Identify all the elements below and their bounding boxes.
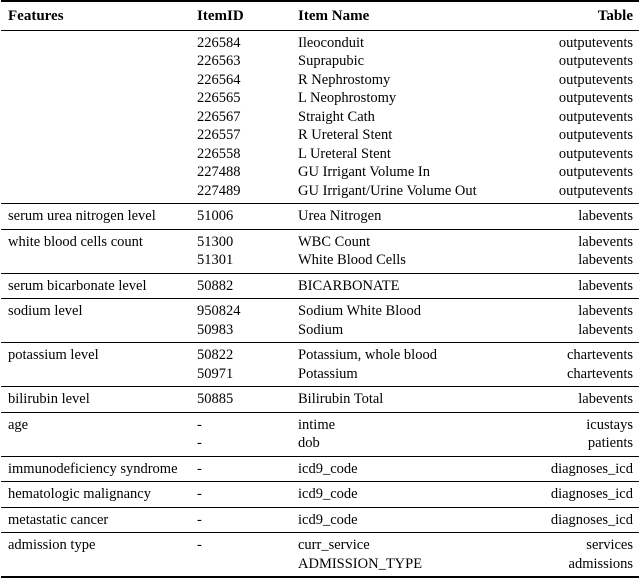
source-table-cell: labevents (578, 252, 633, 268)
feature-cell: serum urea nitrogen level (8, 208, 156, 224)
feature-cell (1, 321, 197, 343)
source-table-cell: diagnoses_icd (550, 486, 633, 502)
itemid-cell: 226557 (197, 127, 241, 143)
itemid-cell: 226558 (197, 145, 241, 162)
table-row (1, 251, 639, 273)
itemid-cell: 51006 (197, 208, 234, 224)
group-bilirubin (1, 387, 639, 413)
source-table-cell: outputevents (558, 34, 633, 51)
table-row (1, 482, 639, 508)
itemname-cell: R Ureteral Stent (298, 127, 393, 143)
source-table-cell: outputevents (558, 71, 633, 88)
table-row (1, 229, 639, 251)
table-row (1, 108, 639, 127)
group-admission-type (1, 533, 639, 578)
table-row (1, 52, 639, 71)
feature-cell (1, 52, 197, 71)
table-row (1, 71, 639, 90)
itemid-cell: 51300 (197, 233, 234, 250)
source-table-cell: chartevents (566, 347, 633, 363)
table-row (1, 507, 639, 533)
itemid-cell: - (197, 511, 202, 528)
col-header-itemname: Item Name (298, 1, 538, 30)
group-white-blood-cells (1, 229, 639, 273)
feature-cell (1, 30, 197, 52)
table-row (1, 555, 639, 578)
source-table-cell: outputevents (558, 182, 633, 199)
itemname-cell: WBC Count (298, 233, 371, 250)
feature-cell (1, 434, 197, 456)
table-row (1, 182, 639, 204)
itemname-cell: intime (298, 416, 336, 433)
col-header-itemid: ItemID (197, 1, 298, 30)
table-row (1, 145, 639, 164)
itemname-cell: L Neophrostomy (298, 90, 397, 106)
group-metastatic-cancer (1, 507, 639, 533)
itemid-cell: 50983 (197, 321, 234, 338)
feature-cell (1, 71, 197, 90)
source-table-cell: admissions (568, 555, 633, 572)
itemname-cell: Potassium (298, 365, 358, 382)
feature-cell (1, 182, 197, 204)
itemname-cell: icd9_code (298, 511, 358, 528)
group-immunodeficiency (1, 456, 639, 482)
feature-cell: potassium level (8, 347, 99, 363)
feature-cell: admission type (8, 537, 96, 553)
itemid-cell: - (197, 460, 202, 477)
itemname-cell: Ileoconduit (298, 34, 365, 51)
source-table-cell: icustays (586, 416, 633, 433)
itemname-cell: White Blood Cells (298, 252, 406, 268)
table-row (1, 434, 639, 456)
itemname-cell: GU Irrigant Volume In (298, 164, 430, 180)
itemid-cell (197, 555, 298, 578)
feature-cell: immunodeficiency syndrome (8, 460, 178, 477)
itemid-cell: 227489 (197, 182, 241, 199)
feature-cell (1, 163, 197, 182)
itemid-cell: 226565 (197, 90, 241, 106)
table-row (1, 412, 639, 434)
table-row (1, 365, 639, 387)
itemid-cell: 950824 (197, 303, 241, 319)
source-table-cell: labevents (578, 391, 633, 407)
source-table-cell: labevents (578, 233, 633, 250)
col-header-features: Features (1, 1, 197, 30)
itemname-cell: L Ureteral Stent (298, 145, 391, 162)
itemid-cell: 226564 (197, 71, 241, 88)
table-row (1, 299, 639, 321)
source-table-cell: chartevents (566, 365, 633, 382)
group-outputevents (1, 30, 639, 204)
group-hematologic-malignancy (1, 482, 639, 508)
feature-cell (1, 108, 197, 127)
source-table-cell: labevents (578, 303, 633, 319)
itemid-cell: 226584 (197, 34, 241, 51)
itemid-cell: 227488 (197, 164, 241, 180)
itemname-cell: Bilirubin Total (298, 391, 384, 407)
table-header (1, 1, 639, 30)
source-table-cell: diagnoses_icd (550, 460, 633, 477)
table-row (1, 126, 639, 145)
itemid-cell: - (197, 537, 202, 553)
table-row (1, 204, 639, 230)
features-table (1, 0, 639, 578)
itemname-cell: R Nephrostomy (298, 71, 391, 88)
itemname-cell: Potassium, whole blood (298, 347, 437, 363)
itemid-cell: 226567 (197, 108, 241, 125)
itemname-cell: Sodium White Blood (298, 303, 421, 319)
itemname-cell: Urea Nitrogen (298, 208, 382, 224)
feature-cell: age (8, 416, 29, 433)
itemname-cell: Sodium (298, 321, 344, 338)
itemname-cell: Straight Cath (298, 108, 375, 125)
itemname-cell: BICARBONATE (298, 277, 400, 294)
feature-cell (1, 555, 197, 578)
feature-cell: sodium level (8, 303, 83, 319)
table-row (1, 30, 639, 52)
table-row (1, 163, 639, 182)
itemid-cell: 50882 (197, 277, 234, 294)
table-row (1, 321, 639, 343)
itemname-cell: GU Irrigant/Urine Volume Out (298, 182, 477, 199)
feature-cell (1, 126, 197, 145)
itemid-cell: - (197, 416, 202, 433)
source-table-cell: outputevents (558, 164, 633, 180)
itemname-cell: Suprapubic (298, 53, 365, 69)
feature-cell (1, 145, 197, 164)
itemid-cell: 51301 (197, 252, 234, 268)
source-table-cell: outputevents (558, 127, 633, 143)
source-table-cell: patients (587, 435, 633, 451)
itemname-cell: icd9_code (298, 486, 358, 502)
source-table-cell: labevents (578, 277, 633, 294)
source-table-cell: outputevents (558, 145, 633, 162)
source-table-cell: outputevents (558, 90, 633, 106)
source-table-cell: labevents (578, 321, 633, 338)
itemname-cell: icd9_code (298, 460, 358, 477)
group-serum-bicarbonate (1, 273, 639, 299)
group-sodium (1, 299, 639, 343)
feature-cell (1, 365, 197, 387)
feature-cell (1, 251, 197, 273)
table-row (1, 387, 639, 413)
table-row (1, 456, 639, 482)
table-row (1, 89, 639, 108)
itemid-cell: - (197, 435, 202, 451)
source-table-cell: labevents (578, 208, 633, 224)
col-header-table: Table (538, 1, 639, 30)
table-row (1, 273, 639, 299)
itemid-cell: 226563 (197, 53, 241, 69)
feature-cell: hematologic malignancy (8, 486, 151, 502)
group-age (1, 412, 639, 456)
feature-cell: serum bicarbonate level (8, 277, 147, 294)
source-table-cell: diagnoses_icd (550, 511, 633, 528)
feature-cell: metastatic cancer (8, 511, 109, 528)
source-table-cell: outputevents (558, 53, 633, 69)
itemname-cell: curr_service (298, 537, 370, 553)
itemid-cell: 50822 (197, 347, 234, 363)
feature-cell (1, 89, 197, 108)
feature-cell: bilirubin level (8, 391, 90, 407)
itemname-cell: ADMISSION_TYPE (298, 555, 423, 572)
header-row (1, 1, 639, 30)
table-row (1, 533, 639, 555)
itemname-cell: dob (298, 435, 320, 451)
itemid-cell: - (197, 486, 202, 502)
itemid-cell: 50971 (197, 365, 234, 382)
group-serum-urea-nitrogen (1, 204, 639, 230)
group-potassium (1, 343, 639, 387)
itemid-cell: 50885 (197, 391, 234, 407)
source-table-cell: outputevents (558, 108, 633, 125)
feature-cell: white blood cells count (8, 233, 143, 250)
source-table-cell: services (586, 537, 633, 553)
table-row (1, 343, 639, 365)
